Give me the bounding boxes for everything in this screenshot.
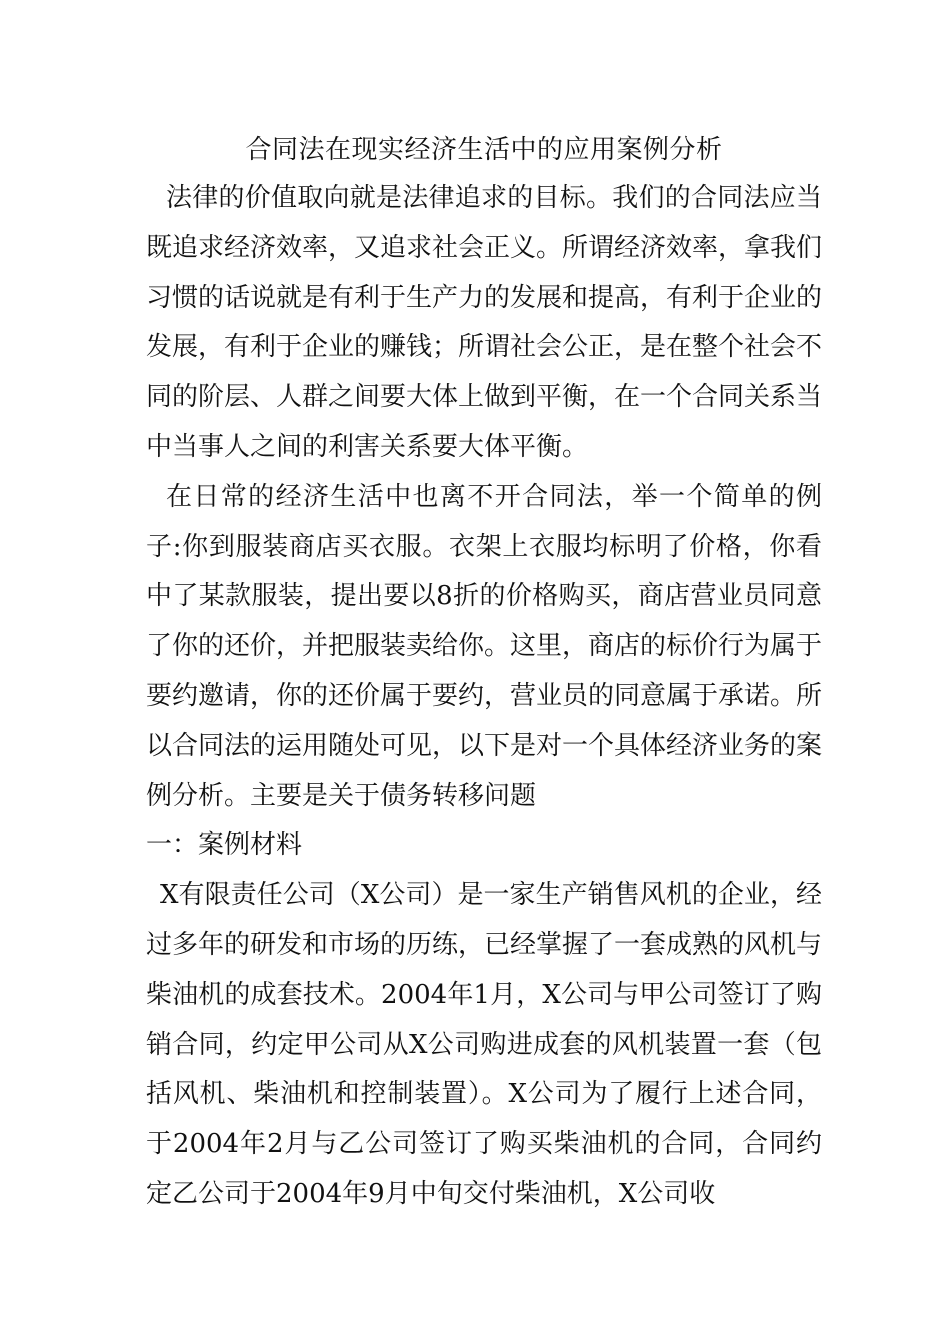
section-heading: 一：案例材料 bbox=[146, 830, 303, 861]
document-page bbox=[146, 126, 822, 1220]
document-title: 合同法在现实经济生活中的应用案例分析 bbox=[245, 135, 723, 165]
paragraph-case-material: X有限责任公司（X公司）是一家生产销售风机的企业，经过多年的研发和市场的历练，已经掌握了一套成熟的风机与柴油机的成套技术。2004年1月，X公司与甲公司签订了购销合同，约定甲公司从X公司购进成套的风机装置一套（包括风机、柴油机和控制装置）。X公司为了履行上述合同，于2004年2月与乙公司签订了购买柴油机的合同，合同约定乙公司于2004年9月中旬交付柴油机，X公司收 bbox=[146, 880, 823, 1209]
paragraph-legal-values: 法律的价值取向就是法律追求的目标。我们的合同法应当既追求经济效率，又追求社会正义。所谓经济效率，拿我们习惯的话说就是有利于生产力的发展和提高，有利于企业的发展，有利于企业的赚钱；所谓社会公正，是在整个社会不同的阶层、人群之间要大体上做到平衡，在一个合同关系当中当事人之间的利害关系要大体平衡。 bbox=[146, 183, 823, 462]
paragraph-daily-example: 在日常的经济生活中也离不开合同法，举一个简单的例子:你到服装商店买衣服。衣架上衣服均标明了价格，你看中了某款服装，提出要以8折的价格购买，商店营业员同意了你的还价，并把服装卖给你。这里，商店的标价行为属于要约邀请，你的还价属于要约，营业员的同意属于承诺。所以合同法的运用随处可见，以下是对一个具体经济业务的案例分析。主要是关于债务转移问题 bbox=[146, 481, 823, 811]
